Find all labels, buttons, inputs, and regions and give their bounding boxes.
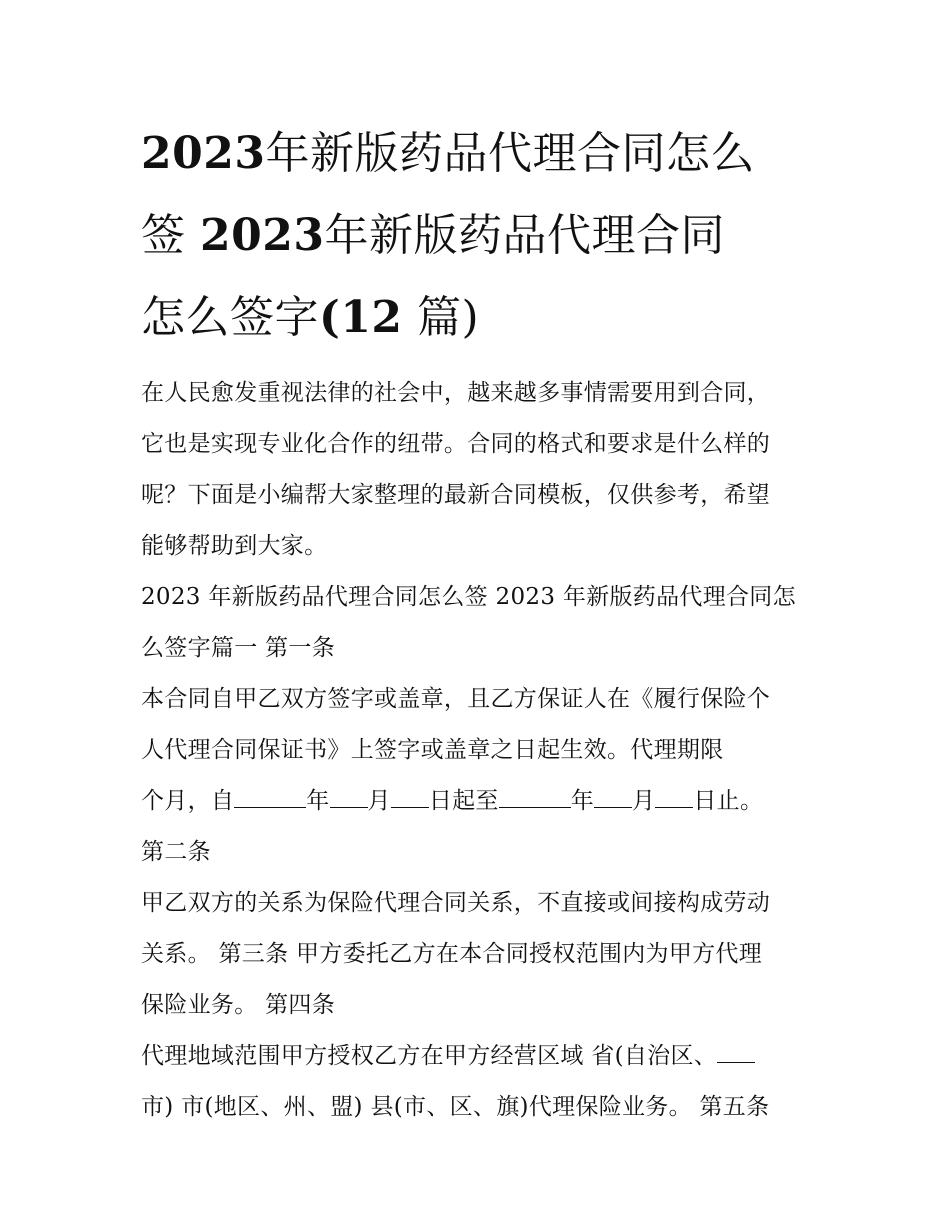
- text-segment: 代理地域范围甲方授权乙方在甲方经营区域 省(自治区、: [141, 1043, 718, 1069]
- fill-blank: [499, 807, 571, 808]
- text-line: 在人民愈发重视法律的社会中，越来越多事情需要用到合同，: [141, 380, 771, 406]
- text-line-with-blanks: [141, 776, 830, 827]
- text-line: 市) 市(地区、州、盟) 县(市、区、旗)代理保险业务。 第五条: [141, 1094, 770, 1120]
- title-text: 年新版药品代理合同怎么: [265, 128, 755, 179]
- title-text: 签: [141, 210, 200, 261]
- article-heading: 第二条: [141, 839, 211, 865]
- text-segment: 年: [306, 788, 330, 814]
- fill-blank: [594, 807, 632, 808]
- text-segment: 日止。: [693, 788, 764, 814]
- text-line: 它也是实现专业化合作的纽带。合同的格式和要求是什么样的: [141, 431, 771, 457]
- text-line: 么签字篇一 第一条: [141, 635, 336, 661]
- text-segment: 月: [367, 788, 391, 814]
- fill-blank: [330, 807, 368, 808]
- title-text: 怎么签字: [141, 292, 319, 343]
- text-line-with-blanks: [141, 1031, 830, 1082]
- fill-blank: [391, 807, 429, 808]
- title-year: 2023: [200, 210, 325, 261]
- text-line: 保险业务。 第四条: [141, 992, 336, 1018]
- text-line: 呢？下面是小编帮大家整理的最新合同模板，仅供参考，希望: [141, 482, 771, 508]
- fill-blank: [234, 807, 306, 808]
- text-line: 本合同自甲乙双方签字或盖章，且乙方保证人在《履行保险个: [141, 686, 771, 712]
- text-segment: 月: [632, 788, 656, 814]
- title-line-1: [141, 113, 830, 195]
- text-line: 关系。 第三条 甲方委托乙方在本合同授权范围内为甲方代理: [141, 941, 763, 967]
- text-segment: 年: [570, 788, 595, 814]
- intro-paragraph: [141, 368, 830, 572]
- text-line: 甲乙双方的关系为保险代理合同关系，不直接或间接构成劳动: [141, 890, 771, 916]
- document-title: [141, 113, 830, 359]
- text-line: 能够帮助到大家。: [141, 533, 328, 559]
- section-heading: [141, 572, 830, 674]
- fill-blank: [717, 1062, 755, 1063]
- fill-blank: [655, 807, 693, 808]
- article-1: [141, 674, 830, 827]
- title-text: 篇): [417, 292, 480, 343]
- article-4: [141, 1031, 830, 1133]
- title-line-2: [141, 195, 830, 277]
- title-line-3: [141, 277, 830, 359]
- title-year: 2023: [141, 128, 266, 179]
- title-count: (12: [319, 292, 403, 343]
- title-text: 年新版药品代理合同: [324, 210, 725, 261]
- text-segment: 日起至: [428, 788, 499, 814]
- text-segment: 个月，自: [141, 788, 235, 814]
- text-line: 人代理合同保证书》上签字或盖章之日起生效。代理期限: [141, 737, 724, 763]
- article-2: [141, 827, 830, 1031]
- text-line: 2023 年新版药品代理合同怎么签 2023 年新版药品代理合同怎: [141, 584, 796, 610]
